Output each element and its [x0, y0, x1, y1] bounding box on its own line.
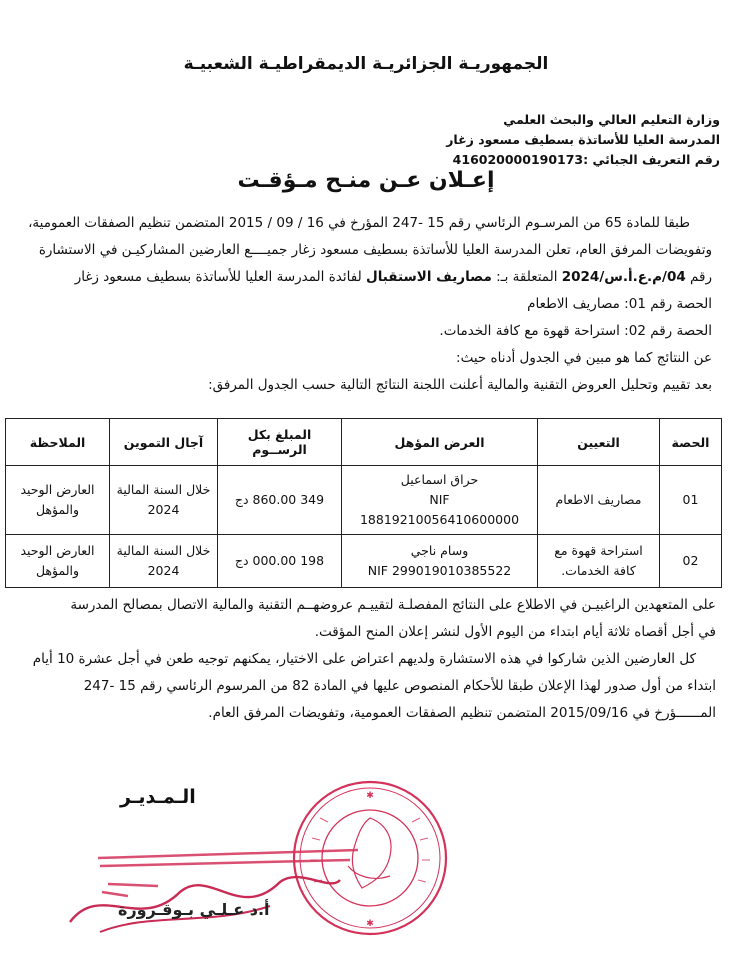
bidder-nif: NIF 299019010385522	[367, 563, 512, 578]
header-amount: المبلغ بكل الرســوم	[218, 419, 342, 466]
cell-remark	[6, 535, 110, 588]
ref-suffix: لفائدة المدرسة العليا للأساتذة بسطيف مسعود زغار	[74, 269, 366, 285]
bidder-nif: NIF 18819210056410600000	[359, 492, 520, 527]
cell-lot: 02	[660, 535, 722, 588]
remark-line-2: والمؤهل	[35, 502, 80, 517]
body-line-3	[18, 264, 712, 291]
institution-header	[300, 110, 720, 170]
republic-heading: الجمهوريـة الجزائريـة الديمقراطيـة الشعبيـة	[183, 54, 549, 74]
table-header-row	[6, 419, 722, 466]
closing-text	[16, 592, 716, 727]
table-row	[6, 466, 722, 535]
cell-remark	[6, 466, 110, 535]
school-line: المدرسة العليا للأساتذة بسطيف مسعود زغار	[446, 132, 720, 147]
delay-year: 2024	[147, 563, 180, 578]
delay-text: خلال السنة المالية	[116, 482, 211, 497]
lot-2-line: الحصة رقم 02: استراحة قهوة مع كافة الخدمات.	[439, 323, 712, 339]
table-row	[6, 535, 722, 588]
cell-bidder	[342, 535, 538, 588]
closing-line-4: ابتداء من أول صدور لهذا الإعلان طبقا للأحكام المنصوص عليها في المادة 82 من المرسوم الرئاسي رقم 15 -247	[83, 678, 716, 694]
director-label: الـمـديـر	[120, 786, 196, 808]
cell-amount: 349 860.00 دج	[218, 466, 342, 535]
director-name: أ.د عـلـي بـوقـرورة	[118, 900, 270, 919]
announcement-body	[18, 210, 712, 399]
header-lot: الحصة	[660, 419, 722, 466]
cell-designation: مصاريف الاطعام	[538, 466, 660, 535]
tax-id-value: 416020000190173	[452, 152, 584, 167]
ref-prefix: رقم	[685, 269, 712, 285]
results-table	[5, 418, 722, 588]
ministry-line: وزارة التعليم العالي والبحث العلمي	[503, 112, 720, 127]
bidder-name: وسام ناجي	[410, 543, 469, 558]
cell-bidder	[342, 466, 538, 535]
tax-id-line	[300, 150, 720, 170]
results-intro: عن النتائج كما هو مبين في الجدول أدناه حيث:	[456, 350, 712, 366]
remark-line-1: العارض الوحيد	[20, 543, 95, 558]
closing-line-1: على المتعهدين الراغبيـن في الاطلاع على النتائج المفصلـة لتقييـم عروضهــم التقنية والمالية الاتصال بمصالح المدرسة	[70, 597, 716, 613]
header-bidder: العرض المؤهل	[342, 419, 538, 466]
cell-designation: استراحة قهوة مع كافة الخدمات.	[538, 535, 660, 588]
closing-line-3: كل العارضين الذين شاركوا في هذه الاستشارة ولديهم اعتراض على الاختيار، يمكنهم توجيه طعن في أجل عشرة 10 أيام	[32, 651, 696, 667]
cell-delay	[110, 466, 218, 535]
remark-line-1: العارض الوحيد	[20, 482, 95, 497]
delay-text: خلال السنة المالية	[116, 543, 211, 558]
remark-line-2: والمؤهل	[35, 563, 80, 578]
bidder-name: حراق اسماعيل	[400, 472, 479, 487]
closing-line-2: في أجل أقصاه ثلاثة أيام ابتداء من اليوم الأول لنشر إعلان المنح المؤقت.	[314, 624, 716, 640]
cell-delay	[110, 535, 218, 588]
header-delay: آجال التموين	[110, 419, 218, 466]
cell-lot: 01	[660, 466, 722, 535]
page-title: إعـلان عـن منـح مـؤقـت	[237, 168, 495, 193]
closing-line-5: المــــــؤرخ في 2015/09/16 المتضمن تنظيم الصفقات العمومية، وتفويضات المرفق العام.	[208, 705, 716, 721]
delay-year: 2024	[147, 502, 180, 517]
body-line-2: وتفويضات المرفق العام، تعلن المدرسة العليا للأساتذة بسطيف مسعود زغار جميــــع العارضين المشاركيـن في الاستشارة	[38, 242, 712, 258]
tax-id-label: رقم التعريف الجبائي :	[583, 152, 720, 167]
svg-text:✱: ✱	[366, 791, 374, 801]
consultation-reference: 04/م.ع.أ.س/2024	[561, 269, 686, 285]
svg-text:✱: ✱	[366, 919, 374, 929]
header-remark: الملاحظة	[6, 419, 110, 466]
evaluation-line: بعد تقييم وتحليل العروض التقنية والمالية أعلنت اللجنة النتائج التالية حسب الجدول المرفق:	[208, 377, 712, 393]
consultation-subject: مصاريف الاستقبال	[365, 269, 492, 285]
ref-mid: المتعلقة بـ:	[491, 269, 562, 285]
lot-1-line: الحصة رقم 01: مصاريف الاطعام	[527, 296, 712, 312]
cell-amount: 198 000.00 دج	[218, 535, 342, 588]
body-line-1: طبقا للمادة 65 من المرسـوم الرئاسي رقم 15 -247 المؤرخ في 16 / 09 / 2015 المتضمن تنظيم الصفقات العمومية،	[28, 215, 690, 231]
header-designation: التعيين	[538, 419, 660, 466]
